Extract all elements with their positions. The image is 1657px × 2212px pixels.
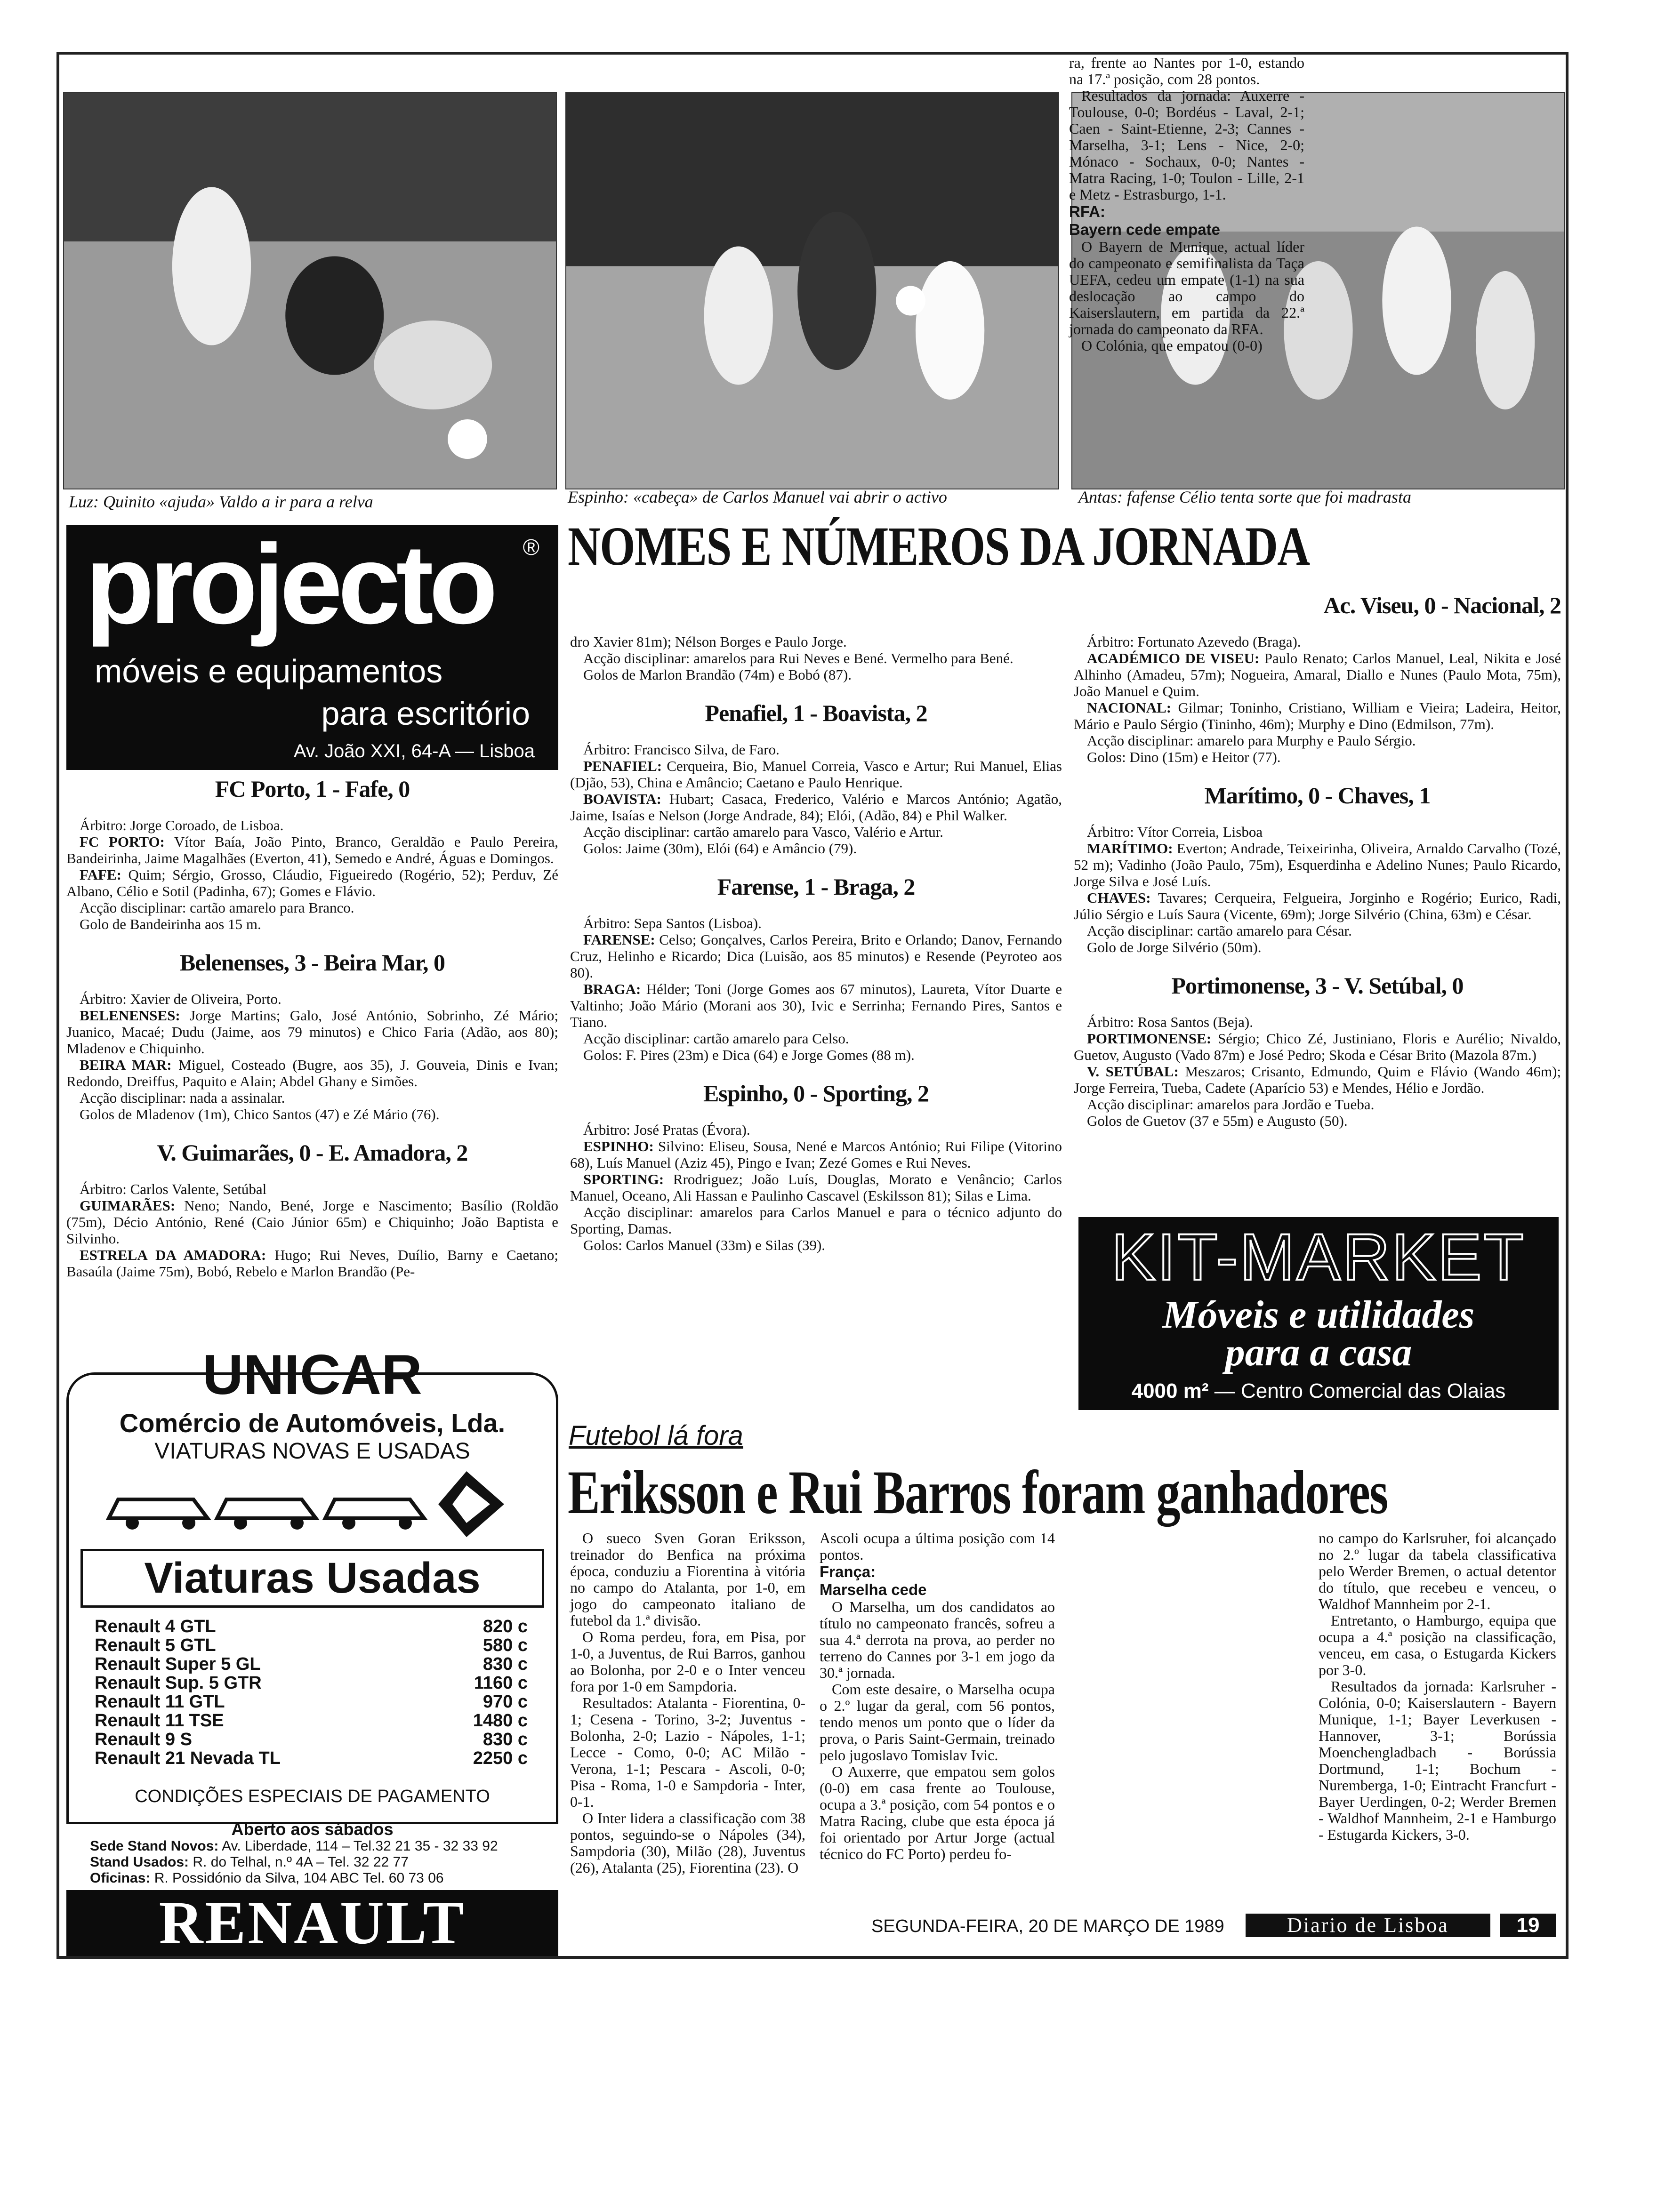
photo-luz [63, 92, 557, 489]
article-kicker: Futebol lá fora [569, 1420, 743, 1451]
team-name: FC PORTO: [80, 834, 165, 850]
referee: Árbitro: Carlos Valente, Setúbal [80, 1181, 267, 1197]
unicar-company: Comércio de Automóveis, Lda. [119, 1408, 506, 1438]
discipline: Acção disciplinar: amarelos para Rui Neves e Bené. Vermelho para Bené. [583, 650, 1014, 666]
lineup: Hélder; Toni (Jorge Gomes aos 67 minutos), Laureta, Vítor Duarte e Valtinho; João Mário (Morani aos 30), Ivic e Serrinha; Fernando Pires, Santos e Tiano. [570, 981, 1062, 1030]
match-title: Portimonense, 3 - V. Setúbal, 0 [1171, 972, 1464, 999]
team-name: BELENENSES: [80, 1007, 180, 1024]
referee: Árbitro: Jorge Coroado, de Lisboa. [80, 817, 284, 834]
price-row: Renault 21 Nevada TL 2250 c [95, 1748, 528, 1768]
team-name: BRAGA: [583, 981, 641, 997]
lineup: Neno; Nando, Bené, Jorge e Nascimento; Basílio (Roldão (75m), Décio António, René (Caio Júnior 65m) e Chiquinho; João Baptista e Silvinho. [66, 1197, 558, 1247]
unicar-ad [66, 1344, 558, 1956]
lineup: Vítor Baía, João Pinto, Branco, Geraldão e Paulo Pereira, Bandeirinha, Jaime Magalhães (Everton, 41), Semedo e André, Águas e Domingos. [66, 834, 558, 866]
team-name: NACIONAL: [1087, 699, 1172, 716]
section-heading: Marselha cede [820, 1581, 927, 1598]
lineup: Jorge Martins; Galo, José António, Sobrinho, Zé Mário; Juanico, Macaé; Dudu (Jaime, aos 79 minutos) e Chico Faria (Adão, aos 80); Mladenov e Chiquinho. [66, 1007, 558, 1057]
goals: Golos: F. Pires (23m) e Dica (64) e Jorge Gomes (88 m). [583, 1047, 915, 1063]
team-name: ESTRELA DA AMADORA: [80, 1247, 266, 1263]
lineup: Paulo Renato; Carlos Manuel, Leal, Nikita e José Alhinho (Amadeu, 57m); Nogueira, Amaral, Diallo e Nunes (Paulo Mota, 75m), João Manuel e Quim. [1074, 650, 1561, 699]
renault-brand: RENAULT [159, 1889, 466, 1957]
payment-conditions: CONDIÇÕES ESPECIAIS DE PAGAMENTO [135, 1787, 490, 1806]
kitmarket-location: 4000 m² — Centro Comercial das Olaias [1131, 1379, 1506, 1403]
match-title: Espinho, 0 - Sporting, 2 [703, 1080, 929, 1106]
referee: Árbitro: Rosa Santos (Beja). [1087, 1014, 1254, 1030]
team-name: PENAFIEL: [583, 758, 662, 774]
price-row: Renault 11 TSE 1480 c [95, 1711, 528, 1731]
lineup: Rrodriguez; João Luís, Douglas, Morato e Venâncio; Carlos Manuel, Oceano, Ali Hassan e Paulinho Cascavel (Eskilsson 81); Silas e Lima. [570, 1171, 1062, 1204]
team-name: SPORTING: [583, 1171, 664, 1187]
referee: Árbitro: Sepa Santos (Lisboa). [583, 915, 762, 931]
discipline: Acção disciplinar: nada a assinalar. [80, 1090, 285, 1106]
goals: Golo de Jorge Silvério (50m). [1087, 939, 1262, 955]
match-title: Farense, 1 - Braga, 2 [717, 874, 915, 900]
projecto-address: Av. João XXI, 64-A — Lisboa [293, 741, 535, 761]
team-name: FAFE: [80, 866, 121, 883]
lineup: Celso; Gonçalves, Carlos Pereira, Brito e Orlando; Danov, Fernando Cruz, Helinho e Ricardo; Dica (Luisão, aos 85 minutos) e Resende (Peyroteo aos 80). [570, 931, 1062, 981]
article-col-4: no campo do Karlsruher, foi alcançado no 2.º lugar da tabela classificativa pelo Werder Bremen, o actual detentor do título, que recebeu e venceu, o Waldhof Mannheim por 2-1. Entretanto, o Hamburgo, equipa que ocupa a 4.ª posição na classificação, venceu, em casa, o Estugarda Kickers por 3-0. Resultados da jornada: Karlsruher - Colónia, 0-0; Kaiserslautern - Bayern Munique, 1-1; Bayer Leverkusen - Hannover, 3-1; Borússia Moenchengladbach - Borússia Dortmund, 1-1; Bochum - Nuremberga, 1-0; Eintracht Francfurt - Bayer Uerdingen, 0-2; Werder Bremen - Waldhof Mannheim, 2-1 e Hamburgo - Estugarda Kickers, 3-0. [1319, 1530, 1556, 1843]
goals: Golos de Marlon Brandão (74m) e Bobó (87). [583, 666, 852, 683]
discipline: Acção disciplinar: cartão amarelo para Branco. [80, 899, 354, 916]
open-saturdays: Aberto aos sábados [231, 1819, 394, 1839]
section-heading: França: [820, 1563, 876, 1580]
team-name: CHAVES: [1087, 890, 1151, 906]
page-number: 19 [1500, 1914, 1556, 1937]
car-icons [99, 1467, 523, 1542]
goals: Golos: Carlos Manuel (33m) e Silas (39). [583, 1237, 826, 1253]
photo-caption-3: Antas: fafense Célio tenta sorte que foi madrasta [1078, 488, 1411, 506]
goals: Golo de Bandeirinha aos 15 m. [80, 916, 261, 932]
price-list [95, 1617, 528, 1768]
footer-masthead: Diario de Lisboa [1246, 1914, 1490, 1937]
lineup: Cerqueira, Bio, Manuel Correia, Vasco e Artur; Rui Manuel, Elias (Djão, 53), China e Amâncio; Caetano e Paulo Henrique. [570, 758, 1062, 791]
lineup-continuation: dro Xavier 81m); Nélson Borges e Paulo Jorge. [570, 633, 847, 650]
projecto-ad [66, 521, 558, 770]
team-name: MARÍTIMO: [1087, 840, 1173, 857]
address-block: Sede Stand Novos: Av. Liberdade, 114 – Tel.32 21 35 - 32 33 92 Stand Usados: R. do Telhal, n.º 4A – Tel. 32 22 77 Oficinas: R. Possidónio da Silva, 104 ABC Tel. 60 73 06 [90, 1838, 498, 1886]
team-name: GUIMARÃES: [80, 1197, 176, 1214]
article-col-3: ra, frente ao Nantes por 1-0, estando na 17.ª posição, com 28 pontos. Resultados da jornada: Auxerre - Toulouse, 0-0; Bordéus - Laval, 2-1; Caen - Saint-Etienne, 2-3; Cannes - Marselha, 3-1; Lens - Nice, 2-0; Mónaco - Sochaux, 0-0; Nantes - Matra Racing, 1-0; Toulon - Lille, 2-1 e Metz - Estrasburgo, 1-1. RFA: Bayern cede empate O Bayern de Munique, actual líder do campeonato e semifinalista da Taça UEFA, cedeu um empate (1-1) na sua deslocação ao campo do Kaiserslautern, em partida da 22.ª jornada do campeonato da RFA. O Colónia, que empatou (0-0) [1069, 54, 1304, 354]
team-name: V. SETÚBAL: [1087, 1063, 1179, 1080]
team-name: PORTIMONENSE: [1087, 1030, 1212, 1047]
discipline: Acção disciplinar: cartão amarelo para Celso. [583, 1030, 849, 1047]
lineup: Meszaros; Crisanto, Edmundo, Quim e Flávio (Wando 46m); Jorge Ferreira, Tueba, Cadete (Aparício 53) e Mendes, Hélio e Jordão. [1074, 1063, 1561, 1096]
lineup: Hubart; Casaca, Frederico, Valério e Marcos António; Agatão, Jaime, Isaías e Nelson (Jorge Andrade, 84); Elói, (Adão, 84) e Phil Walker. [570, 791, 1062, 824]
kitmarket-line2: para a casa [1225, 1330, 1412, 1374]
goals: Golos de Guetov (37 e 55m) e Augusto (50). [1087, 1113, 1348, 1129]
discipline: Acção disciplinar: cartão amarelo para Vasco, Valério e Artur. [583, 824, 943, 840]
referee: Árbitro: José Pratas (Évora). [583, 1122, 750, 1138]
column-1 [66, 775, 558, 1280]
team-name: ACADÉMICO DE VISEU: [1087, 650, 1260, 666]
unicar-name: UNICAR [202, 1343, 422, 1406]
match-title: Penafiel, 1 - Boavista, 2 [705, 700, 927, 726]
projecto-logo: projecto [85, 521, 493, 647]
renault-banner [66, 1890, 558, 1956]
match-title: Belenenses, 3 - Beira Mar, 0 [179, 949, 445, 976]
article-col-1: O sueco Sven Goran Eriksson, treinador do Benfica na próxima época, conduziu a Fiorentina à vitória no campo do Atalanta, por 1-0, em jogo do campeonato italiano de futebol da 1.ª divisão. O Roma perdeu, fora, em Pisa, por 1-0, a Juventus, de Rui Barros, ganhou ao Bolonha, por 2-0 e o Inter venceu fora por 1-0 em Sampdoria. Resultados: Atalanta - Fiorentina, 0-1; Cesena - Torino, 3-2; Juventus - Bolonha, 2-0; Lazio - Nápoles, 1-1; Lecce - Como, 0-0; AC Milão - Verona, 1-1; Pescara - Ascoli, 0-0; Pisa - Roma, 1-0 e Sampdoria - Inter, 0-1. O Inter lidera a classificação com 38 pontos, seguindo-se o Nápoles (34), Sampdoria (30), Milão (28), Juventus (26), Atalanta (25), Fiorentina (23). O [570, 1530, 805, 1876]
price-row: Renault Sup. 5 GTR 1160 c [95, 1673, 528, 1693]
goals: Golos: Dino (15m) e Heitor (77). [1087, 749, 1281, 765]
unicar-tagline: VIATURAS NOVAS E USADAS [154, 1439, 470, 1464]
lineup: Everton; Andrade, Teixeirinha, Oliveira, Arnaldo Carvalho (Tozé, 52 m); Vadinho (João Paulo, 75m), Esquerdinha e Adelino Nunes; Paulo Ricardo, Jorge Silva e José Luís. [1074, 840, 1561, 890]
match-title: V. Guimarães, 0 - E. Amadora, 2 [157, 1139, 468, 1166]
main-title: NOMES E NÚMEROS DA JORNADA [568, 515, 1310, 577]
section-heading: RFA: [1069, 203, 1105, 220]
projecto-line1: móveis e equipamentos [95, 653, 443, 689]
registered-mark: ® [523, 535, 539, 560]
referee: Árbitro: Xavier de Oliveira, Porto. [80, 991, 282, 1007]
team-name: ESPINHO: [583, 1138, 654, 1154]
lineup: Sérgio; Chico Zé, Justiniano, Floris e Aurélio; Nivaldo, Guetov, Augusto (Vado 87m) e José Pedro; Skoda e César Brito (Mazola 87m.) [1074, 1030, 1561, 1063]
newspaper-page [56, 52, 1569, 1959]
lineup: Gilmar; Toninho, Cristiano, William e Vieira; Ladeira, Heitor, Mário e Paulo Sérgio (Tininho, 46m); Murphy e Dino (Edmilson, 77m). [1074, 699, 1561, 732]
price-row: Renault 11 GTL 970 c [95, 1692, 528, 1712]
referee: Árbitro: Francisco Silva, de Faro. [583, 741, 780, 758]
goals: Golos: Jaime (30m), Elói (64) e Amâncio (79). [583, 840, 857, 857]
discipline: Acção disciplinar: cartão amarelo para César. [1087, 922, 1352, 939]
referee: Árbitro: Vítor Correia, Lisboa [1087, 824, 1263, 840]
photo-caption-2: Espinho: «cabeça» de Carlos Manuel vai abrir o activo [568, 488, 947, 506]
discipline: Acção disciplinar: amarelos para Jordão e Tueba. [1087, 1096, 1375, 1113]
match-title: Ac. Viseu, 0 - Nacional, 2 [1323, 592, 1561, 618]
referee: Árbitro: Fortunato Azevedo (Braga). [1087, 633, 1301, 650]
used-cars-title: Viaturas Usadas [144, 1554, 481, 1602]
team-name: FARENSE: [583, 931, 655, 948]
projecto-line2: para escritório [321, 695, 530, 732]
goals: Golos de Mladenov (1m), Chico Santos (47) e Zé Mário (76). [80, 1106, 440, 1122]
footer-date: SEGUNDA-FEIRA, 20 DE MARÇO DE 1989 [871, 1916, 1224, 1936]
photo-caption-1: Luz: Quinito «ajuda» Valdo a ir para a relva [69, 492, 373, 511]
lineup: Miguel, Costeado (Bugre, aos 35), J. Gouveia, Dinis e Ivan; Redondo, Dreiffus, Paquito e Alain; Abdel Ghany e Simões. [66, 1057, 558, 1090]
discipline: Acção disciplinar: amarelo para Murphy e Paulo Sérgio. [1087, 732, 1416, 749]
lineup: Silvino: Eliseu, Sousa, Nené e Marcos António; Rui Filipe (Vitorino 68), Luís Manuel (Aziz 45), Pingo e Ivan; Zezé Gomes e Rui Neves. [570, 1138, 1062, 1171]
price-row: Renault 9 S 830 c [95, 1730, 528, 1749]
kitmarket-name: KIT-MARKET [1111, 1220, 1526, 1294]
price-row: Renault 4 GTL 820 c [95, 1617, 528, 1636]
lineup: Quim; Sérgio, Grosso, Cláudio, Figueiredo (Rogério, 52); Perduv, Zé Albano, Célio e Sotil (Padinha, 67); Gomes e Flávio. [66, 866, 558, 899]
photo-espinho [565, 92, 1059, 489]
match-title: Marítimo, 0 - Chaves, 1 [1204, 782, 1431, 809]
section-heading: Bayern cede empate [1069, 221, 1220, 238]
match-title: FC Porto, 1 - Fafe, 0 [215, 776, 410, 802]
article-col-2: Ascoli ocupa a última posição com 14 pontos. França: Marselha cede O Marselha, um dos candidatos ao título no campeonato francês, sofreu a sua 4.ª derrota na prova, ao perder no terreno do Cannes por 3-1 em jogo da 30.ª jornada. Com este desaire, o Marselha ocupa o 2.º lugar da geral, com 56 pontos, tendo menos um ponto que o líder da prova, o Paris Saint-Germain, treinado pelo jugoslavo Tomislav Ivic. O Auxerre, que empatou sem golos (0-0) em casa frente ao Toulouse, ocupa a 3.ª posição, com 54 pontos e o Matra Racing, clube que esta época já foi orientado por Artur Jorge (actual técnico do FC Porto) perdeu fo- [820, 1530, 1055, 1862]
kitmarket-line1: Móveis e utilidades [1162, 1293, 1475, 1337]
column-3 [1074, 591, 1561, 1129]
team-name: BOAVISTA: [583, 791, 661, 807]
article-headline: Eriksson e Rui Barros foram ganhadores [568, 1458, 1388, 1527]
price-row: Renault 5 GTL 580 c [95, 1635, 528, 1655]
kitmarket-ad [1078, 1217, 1559, 1410]
discipline: Acção disciplinar: amarelos para Carlos Manuel e para o técnico adjunto do Sporting, Damas. [570, 1204, 1062, 1237]
lineup: Hugo; Rui Neves, Duílio, Barny e Caetano; Basaúla (Jaime 75m), Bobó, Rebelo e Marlon Brandão (Pe- [66, 1247, 559, 1280]
lineup: Tavares; Cerqueira, Felgueira, Jorginho e Rogério; Eurico, Radi, Júlio Sérgio e Luís Saura (Vicente, 69m); Jorge Silvério (China, 63m) e César. [1074, 890, 1561, 922]
team-name: BEIRA MAR: [80, 1057, 172, 1073]
column-2 [570, 633, 1062, 1253]
price-row: Renault Super 5 GL 830 c [95, 1654, 528, 1674]
